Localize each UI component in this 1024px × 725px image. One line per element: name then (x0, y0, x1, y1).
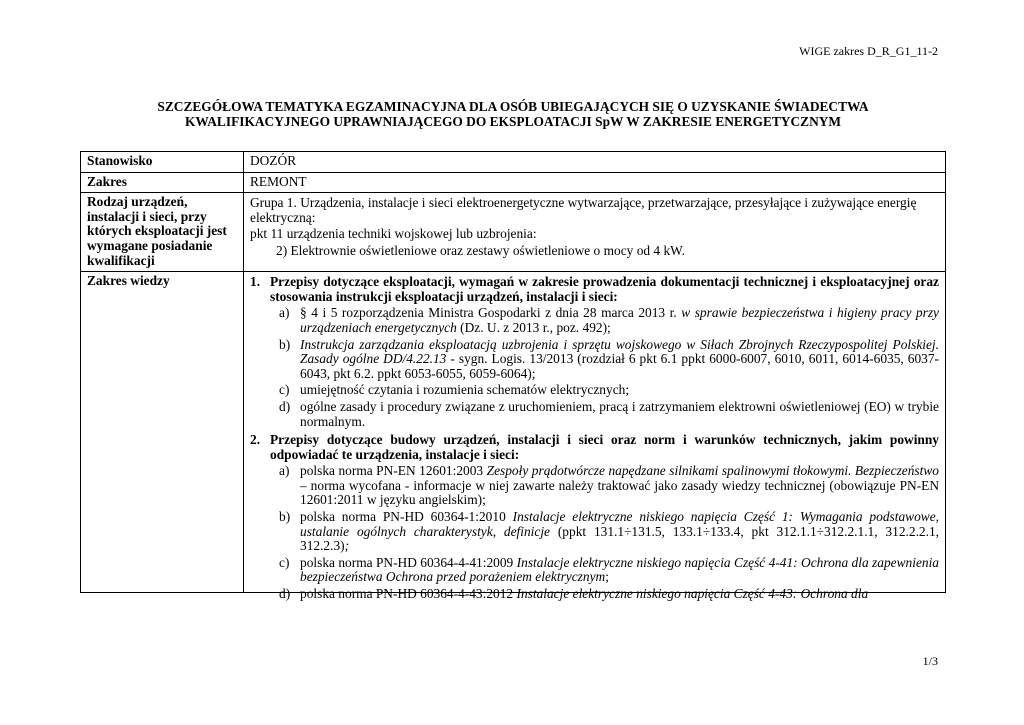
row-wiedza (81, 272, 946, 593)
item-text: ogólne zasady i procedury związane z uruchomieniem, pracą i zatrzymaniem elektrowni oświetleniowej (EO) w trybie normalnym. (300, 398, 939, 429)
item-text: - sygn. Logis. 13/2013 (rozdział 6 pkt 6.1 ppkt 6000-6007, 6010, 6011, 6014-6035, 6037-6043, pkt 6.2. ppkt 6053-6055, 6059-6064); (300, 351, 939, 381)
item-letter: a) (279, 463, 290, 479)
title-line-2: KWALIFIKACYJNEGO UPRAWNIAJĄCEGO DO EKSPLOATACJI SpW W ZAKRESIE ENERGETYCZNYM (184, 114, 842, 129)
exam-scope-table (80, 151, 946, 602)
item-italic-text: Instalacje elektryczne niskiego napięcia Część 4-43: Ochrona dla (516, 586, 869, 602)
item-text: polska norma PN-HD 60364-1:2010 (300, 509, 506, 525)
value-rodzaj (244, 193, 946, 272)
label-stanowisko: Stanowisko (81, 152, 244, 173)
list-item (278, 383, 939, 398)
label-wiedza: Zakres wiedzy (81, 272, 244, 593)
value-stanowisko: DOZÓR (244, 152, 946, 173)
value-wiedza (244, 272, 946, 602)
pkt-text: pkt 11 urządzenia techniki wojskowej lub uzbrojenia: (250, 226, 537, 242)
label-zakres: Zakres (81, 172, 244, 193)
item-italic-text: Instalacje elektryczne niskiego napięcia Część 4-41: Ochrona dla zapewnienia bezpieczeństwa Ochrona przed porażeniem elektrycznym (300, 554, 939, 585)
list-item (278, 400, 939, 429)
document-id: WIGE zakres D_R_G1_11-2 (799, 44, 938, 58)
section-1-title: Przepisy dotyczące eksploatacji, wymagań w zakresie prowadzenia dokumentacji technicznej i eksploatacyjnej oraz stosowania instrukcji eksploatacji urządzeń, instalacji i sieci: (270, 274, 939, 304)
section-2-title: Przepisy dotyczące budowy urządzeń, instalacji i sieci oraz norm i warunków technicznych, jakim powinny odpowiadać te urządzenia, instalacje i sieci: (270, 432, 939, 462)
list-item (278, 587, 939, 602)
section-1 (250, 275, 939, 304)
item-italic-text: Instalacje elektryczne niskiego napięcia Część 1: Wymagania podstawowe, ustalanie ogólnych charakterystyk, definicje (300, 509, 939, 539)
item-letter: c) (279, 554, 290, 570)
list-item (278, 464, 939, 508)
item-text: ; (605, 569, 609, 585)
section-2-number: 2. (250, 432, 261, 448)
item-text: umiejętność czytania i rozumienia schematów elektrycznych; (300, 382, 630, 398)
item-text: polska norma PN-HD 60364-4-41:2009 (300, 554, 514, 570)
row-stanowisko (81, 152, 946, 173)
item-letter: c) (279, 382, 290, 398)
sub-point-text: 2) Elektrownie oświetleniowe oraz zestawy oświetleniowe o mocy od 4 kW. (276, 242, 685, 258)
item-italic-text: ; (344, 538, 350, 554)
item-italic-text: Zespoły prądotwórcze napędzane silnikami spalinowymi tłokowymi. Bezpieczeństwo (486, 463, 939, 479)
item-letter: b) (279, 336, 291, 352)
item-italic-text: Instrukcja zarządzania eksploatacją uzbrojenia i sprzętu wojskowego w Siłach Zbrojnych Rzeczypospolitej Polskiej. Zasady ogólne DD/4.22.13 (300, 336, 939, 367)
page-number: 1/3 (922, 654, 938, 668)
row-zakres (81, 172, 946, 193)
item-text: (ppkt 131.1÷131.5, 133.1÷133.4, pkt 312.1.1÷312.2.1.1, 312.2.2.1, 312.2.3) (300, 523, 939, 554)
item-italic-text: w sprawie bezpieczeństwa i higieny pracy przy urządzeniach energetycznych (300, 305, 939, 335)
label-rodzaj: Rodzaj urządzeń, instalacji i sieci, przy których eksploatacji jest wymagane posiadanie kwalifikacji (81, 193, 244, 272)
list-item (278, 306, 939, 335)
row-rodzaj (81, 193, 946, 272)
item-text: – norma wycofana - informacje w niej zawarte należy traktować jako zasady wiedzy technicznej (obowiązuje PN-EN 12601:2011 w języku angielskim); (300, 477, 939, 508)
document-title (80, 99, 946, 129)
wiedza-content (250, 274, 939, 602)
item-text: polska norma PN-HD 60364-4-43:2012 (300, 586, 514, 602)
item-text: (Dz. U. z 2013 r., poz. 492); (460, 319, 611, 335)
item-letter: d) (279, 398, 291, 414)
section-2 (250, 433, 939, 462)
value-zakres: REMONT (244, 172, 946, 193)
item-text: polska norma PN-EN 12601:2003 (300, 463, 484, 479)
item-letter: a) (279, 305, 290, 321)
list-item (278, 556, 939, 585)
item-text: § 4 i 5 rozporządzenia Ministra Gospodarki z dnia 28 marca 2013 r. (300, 305, 677, 321)
item-letter: b) (279, 509, 291, 525)
list-item (278, 510, 939, 554)
item-letter: d) (279, 586, 291, 602)
grupa-text: Grupa 1. Urządzenia, instalacje i sieci elektroenergetyczne wytwarzające, przetwarzające, przesyłające i zużywające energię elektryczną: (250, 195, 917, 225)
section-1-number: 1. (250, 274, 261, 290)
list-item (278, 338, 939, 382)
title-line-1: SZCZEGÓŁOWA TEMATYKA EGZAMINACYJNA DLA OSÓB UBIEGAJĄCYCH SIĘ O UZYSKANIE ŚWIADECTWA (157, 99, 869, 114)
